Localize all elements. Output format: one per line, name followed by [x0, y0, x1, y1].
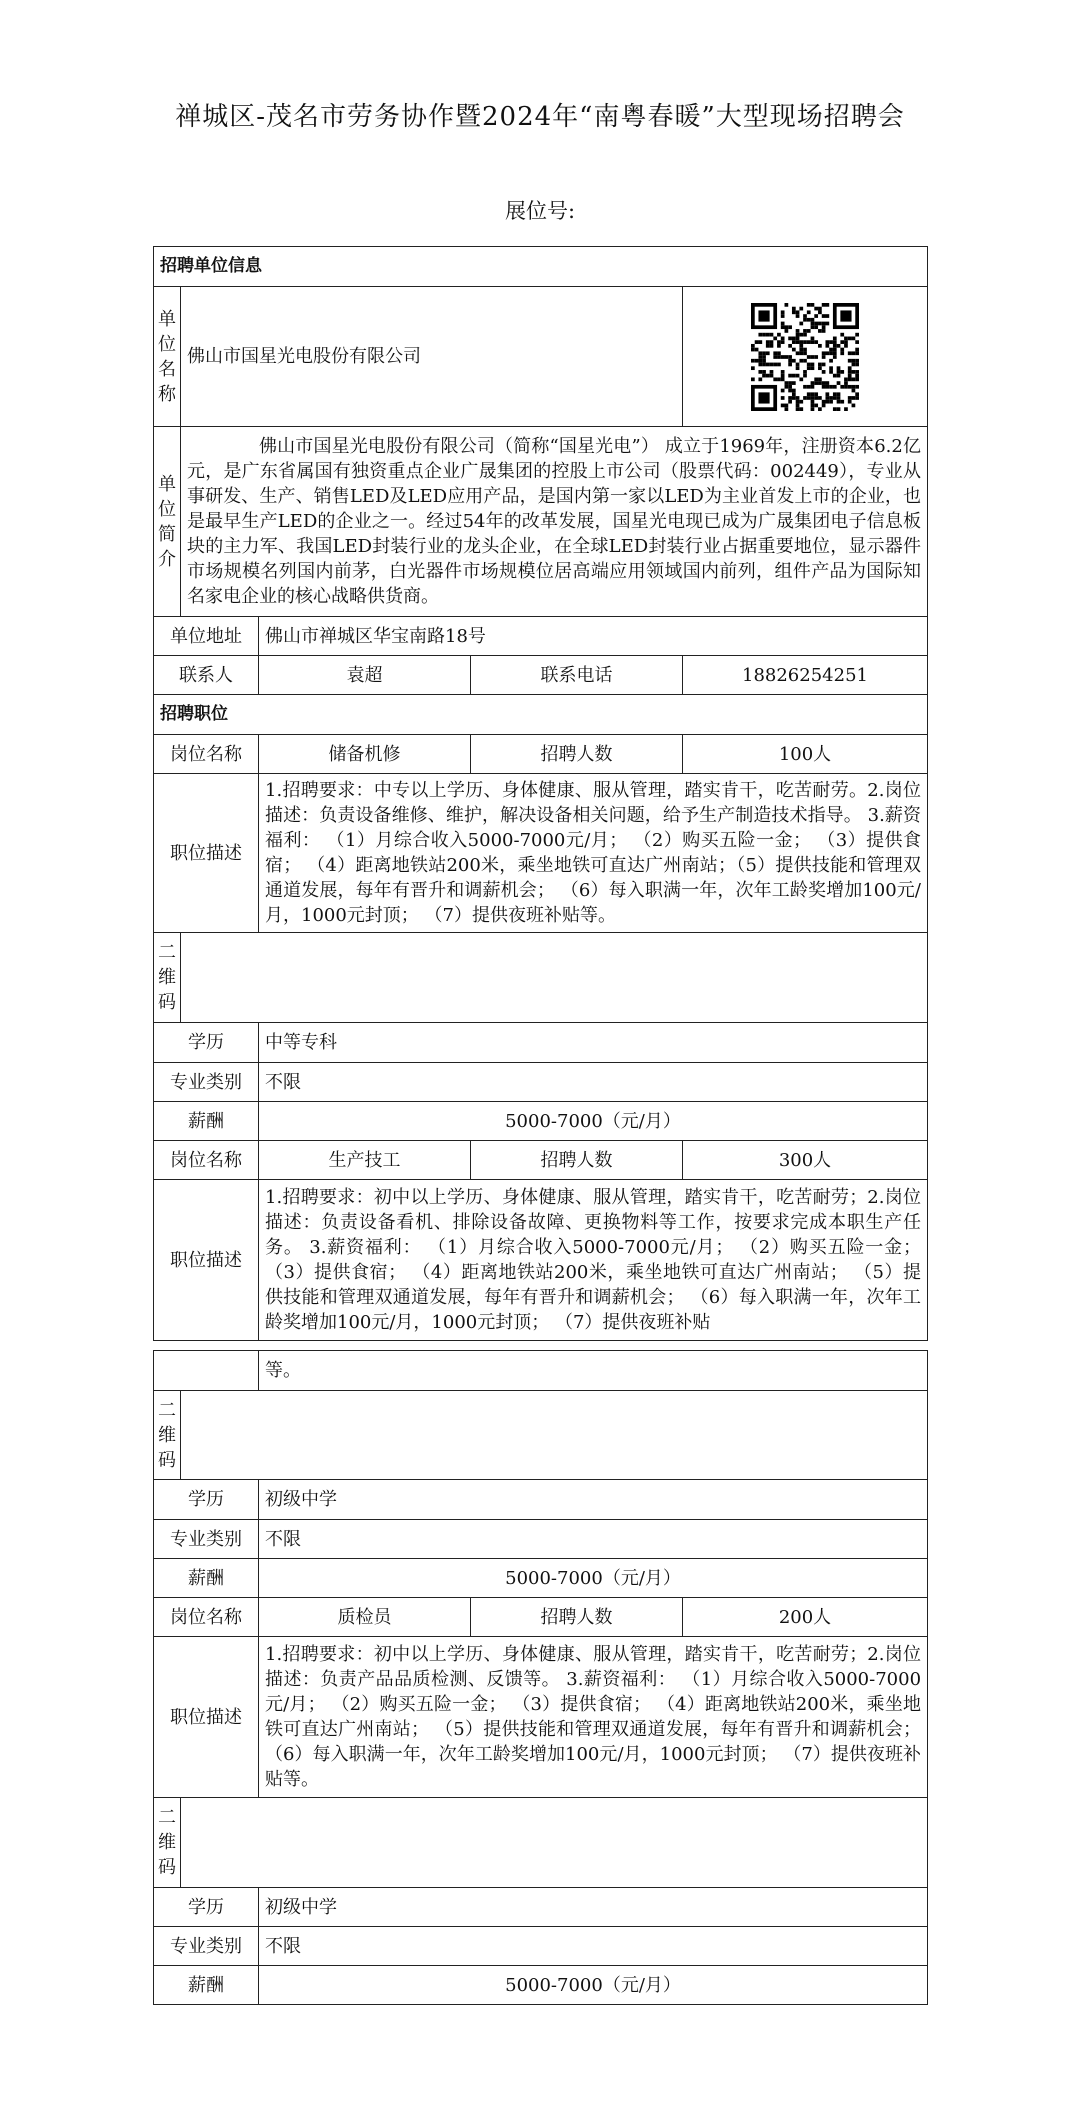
contact-phone-label: 联系电话 — [471, 656, 683, 695]
job1-salary: 5000-7000（元/月） — [259, 1102, 928, 1141]
job3-education: 初级中学 — [259, 1888, 928, 1927]
job1-major-label: 专业类别 — [154, 1063, 259, 1102]
recruitment-table-part1 — [153, 246, 928, 1341]
booth-number-label: 展位号: — [504, 199, 576, 223]
job2-qr-cell — [181, 1391, 928, 1480]
job3-salary-label: 薪酬 — [154, 1966, 259, 2005]
job2-description-cont: 等。 — [259, 1351, 928, 1391]
job1-education-label: 学历 — [154, 1023, 259, 1063]
job3-description: 1.招聘要求：初中以上学历、身体健康、服从管理，踏实肯干，吃苦耐劳；2.岗位描述：负责产品品质检测、反馈等。 3.薪资福利： （1）月综合收入5000-7000元/月； （2）购买五险一金； （3）提供食宿； （4）距离地铁站200米，乘坐地铁可直达广州南站； （5）提供技能和管理双通道发展，每年有晋升和调薪机会； （6）每入职满一年，次年工龄奖增加100元/月，1000元封顶； （7）提供夜班补贴等。 — [259, 1637, 928, 1798]
section-company-info: 招聘单位信息 — [154, 247, 928, 287]
job2-description: 1.招聘要求：初中以上学历、身体健康、服从管理，踏实肯干，吃苦耐劳；2.岗位描述：负责设备看机、排除设备故障、更换物料等工作，按要求完成本职生产任务。 3.薪资福利： （1）月综合收入5000-7000元/月； （2）购买五险一金； （3）提供食宿； （4）距离地铁站200米，乘坐地铁可直达广州南站； （5）提供技能和管理双通道发展，每年有晋升和调薪机会； （6）每入职满一年，次年工龄奖增加100元/月，1000元封顶； （7）提供夜班补贴 — [259, 1180, 928, 1341]
recruitment-table-part2 — [153, 1350, 928, 2005]
job3-salary: 5000-7000（元/月） — [259, 1966, 928, 2005]
job2-qr-label: 二 维 码 — [154, 1391, 181, 1480]
company-name-label: 单 位 名 称 — [154, 287, 181, 427]
job2-major: 不限 — [259, 1520, 928, 1559]
job1-qr-label: 二 维 码 — [154, 933, 181, 1023]
job1-salary-label: 薪酬 — [154, 1102, 259, 1141]
job2-education: 初级中学 — [259, 1480, 928, 1520]
job2-headcount-label: 招聘人数 — [471, 1141, 683, 1180]
job3-headcount: 200人 — [683, 1598, 928, 1637]
job3-major: 不限 — [259, 1927, 928, 1966]
job3-headcount-label: 招聘人数 — [471, 1598, 683, 1637]
job2-headcount: 300人 — [683, 1141, 928, 1180]
job3-position: 质检员 — [259, 1598, 471, 1637]
job3-qr-cell — [181, 1798, 928, 1888]
company-intro: 佛山市国星光电股份有限公司（简称“国星光电”） 成立于1969年，注册资本6.2亿元，是广东省属国有独资重点企业广晟集团的控股上市公司（股票代码：002449），专业从事研发、生产、销售LED及LED应用产品，是国内第一家以LED为主业首发上市的企业，也是最早生产LED的企业之一。经过54年的改革发展，国星光电现已成为广晟集团电子信息板块的主力军、我国LED封装行业的龙头企业，在全球LED封装行业占据重要地位，显示器件市场规模名列国内前茅，白光器件市场规模位居高端应用领域国内前列，组件产品为国际知名家电企业的核心战略供货商。 — [181, 427, 928, 617]
job3-qr-label: 二 维 码 — [154, 1798, 181, 1888]
job1-headcount: 100人 — [683, 735, 928, 774]
job1-description-label: 职位描述 — [154, 774, 259, 933]
job2-description-label: 职位描述 — [154, 1180, 259, 1341]
job2-salary-label: 薪酬 — [154, 1559, 259, 1598]
job3-education-label: 学历 — [154, 1888, 259, 1927]
job1-headcount-label: 招聘人数 — [471, 735, 683, 774]
job2-major-label: 专业类别 — [154, 1520, 259, 1559]
job3-major-label: 专业类别 — [154, 1927, 259, 1966]
company-intro-label: 单 位 简 介 — [154, 427, 181, 617]
company-address: 佛山市禅城区华宝南路18号 — [259, 617, 928, 656]
company-address-label: 单位地址 — [154, 617, 259, 656]
company-name: 佛山市国星光电股份有限公司 — [181, 287, 683, 427]
job1-description: 1.招聘要求：中专以上学历、身体健康、服从管理，踏实肯干，吃苦耐劳。2.岗位描述：负责设备维修、维护，解决设备相关问题，给予生产制造技术指导。 3.薪资福利： （1）月综合收入5000-7000元/月； （2）购买五险一金； （3）提供食宿； （4）距离地铁站200米，乘坐地铁可直达广州南站；（5）提供技能和管理双通道发展，每年有晋升和调薪机会； （6）每入职满一年，次年工龄奖增加100元/月，1000元封顶； （7）提供夜班补贴等。 — [259, 774, 928, 933]
qr-code-icon — [751, 303, 859, 411]
job2-position-label: 岗位名称 — [154, 1141, 259, 1180]
document-title: 禅城区-茂名市劳务协作暨2024年“南粤春暖”大型现场招聘会 — [175, 102, 905, 132]
contact-person: 袁超 — [259, 656, 471, 695]
section-jobs: 招聘职位 — [154, 695, 928, 735]
contact-person-label: 联系人 — [154, 656, 259, 695]
job2-position: 生产技工 — [259, 1141, 471, 1180]
job2-description-cont-label — [154, 1351, 259, 1391]
contact-phone: 18826254251 — [683, 656, 928, 695]
job3-position-label: 岗位名称 — [154, 1598, 259, 1637]
job3-description-label: 职位描述 — [154, 1637, 259, 1798]
job1-position: 储备机修 — [259, 735, 471, 774]
job2-salary: 5000-7000（元/月） — [259, 1559, 928, 1598]
job1-major: 不限 — [259, 1063, 928, 1102]
company-qr-code — [683, 287, 928, 427]
job1-position-label: 岗位名称 — [154, 735, 259, 774]
job2-education-label: 学历 — [154, 1480, 259, 1520]
job1-qr-cell — [181, 933, 928, 1023]
job1-education: 中等专科 — [259, 1023, 928, 1063]
